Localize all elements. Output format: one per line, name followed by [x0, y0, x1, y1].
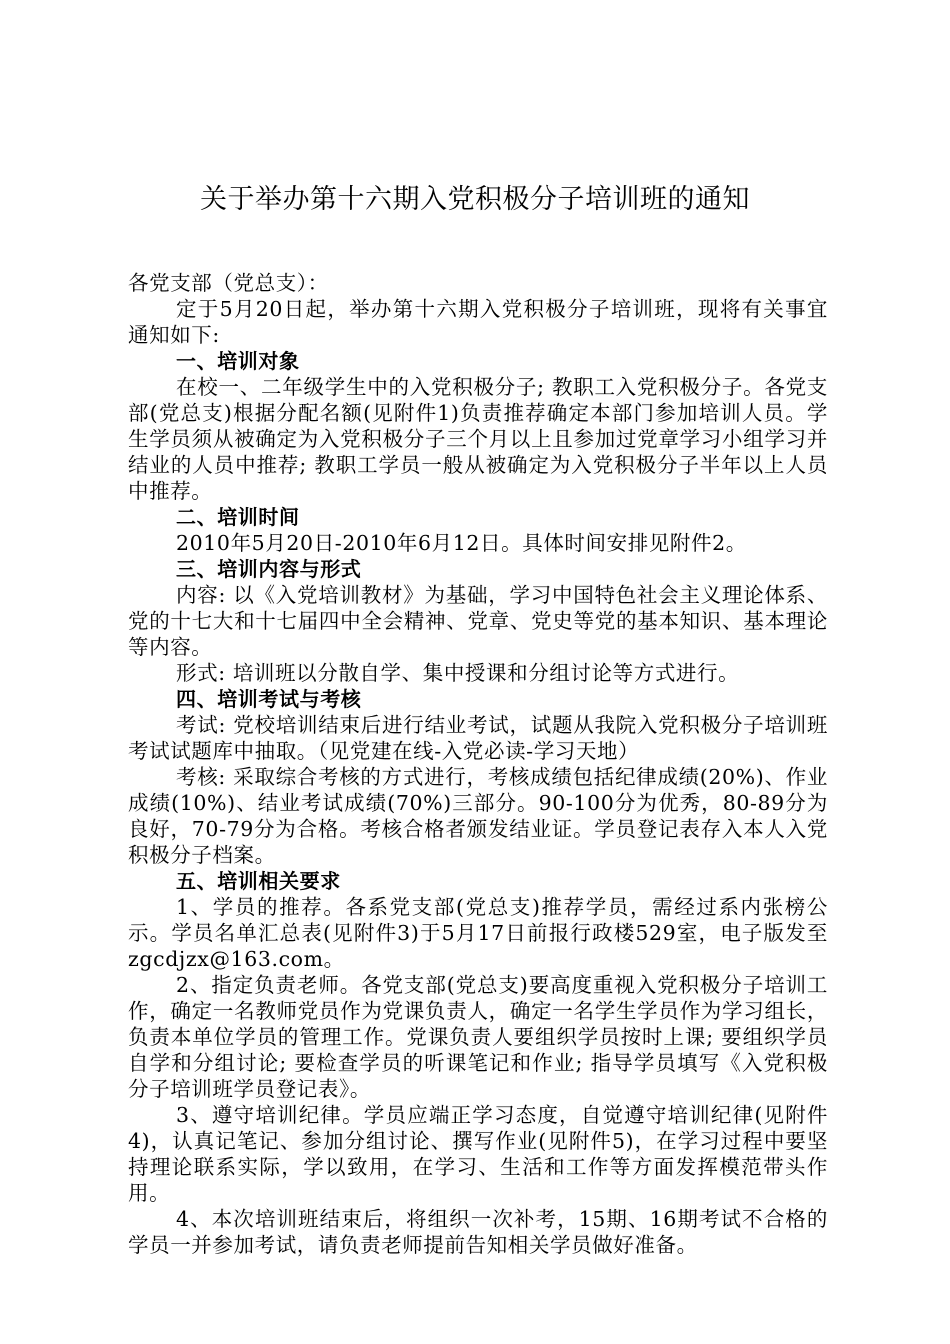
section-heading-trainees: 一、培训对象: [176, 349, 300, 373]
document-body: [128, 270, 828, 1258]
document-title: 关于举办第十六期入党积极分子培训班的通知: [200, 184, 750, 215]
salutation: 各党支部（党总支）：: [128, 271, 329, 295]
paragraph-exam: 考试: 党校培训结束后进行结业考试，试题从我院入党积极分子培训班考试试题库中抽取。（见党建在线-入党必读-学习天地）: [128, 713, 828, 763]
section-heading-requirements: 五、培训相关要求: [176, 869, 341, 893]
paragraph-assessment: 考核: 采取综合考核的方式进行，考核成绩包括纪律成绩(20%)、作业成绩(10%)、结业考试成绩(70%)三部分。90-100分为优秀，80-89分为良好，70-79分为合格。考核合格者颁发结业证。学员登记表存入本人入党积极分子档案。: [128, 765, 828, 867]
paragraph-content: 内容: 以《入党培训教材》为基础，学习中国特色社会主义理论体系、党的十七大和十七届四中全会精神、党章、党史等党的基本知识、基本理论等内容。: [128, 583, 828, 659]
paragraph-trainees: 在校一、二年级学生中的入党积极分子; 教职工入党积极分子。各党支部(党总支)根据分配名额(见附件1)负责推荐确定本部门参加培训人员。学生学员须从被确定为入党积极分子三个月以上且参加过党章学习小组学习并结业的人员中推荐; 教职工学员一般从被确定为入党积极分子半年以上人员中推荐。: [128, 375, 828, 503]
section-heading-time: 二、培训时间: [176, 505, 300, 529]
paragraph-time: 2010年5月20日-2010年6月12日。具体时间安排见附件2。: [176, 531, 747, 555]
paragraph-format: 形式: 培训班以分散自学、集中授课和分组讨论等方式进行。: [176, 661, 740, 685]
paragraph-requirement-1: 1、学员的推荐。各系党支部(党总支)推荐学员，需经过系内张榜公示。学员名单汇总表(见附件3)于5月17日前报行政楼529室，电子版发至zgcdjzx@163.com。: [128, 895, 828, 971]
section-heading-exam-assessment: 四、培训考试与考核: [176, 687, 362, 711]
paragraph-requirement-2: 2、指定负责老师。各党支部(党总支)要高度重视入党积极分子培训工作，确定一名教师党员作为党课负责人，确定一名学生学员作为学习组长，负责本单位学员的管理工作。党课负责人要组织学员按时上课; 要组织学员自学和分组讨论; 要检查学员的听课笔记和作业; 指导学员填写《入党积极分子培训班学员登记表》。: [128, 973, 828, 1101]
paragraph-requirement-4: 4、本次培训班结束后，将组织一次补考，15期、16期考试不合格的学员一并参加考试，请负责老师提前告知相关学员做好准备。: [128, 1207, 828, 1257]
paragraph-requirement-3: 3、遵守培训纪律。学员应端正学习态度，自觉遵守培训纪律(见附件4)，认真记笔记、参加分组讨论、撰写作业(见附件5)，在学习过程中要坚持理论联系实际，学以致用，在学习、生活和工作等方面发挥模范带头作用。: [128, 1103, 828, 1205]
section-heading-content-format: 三、培训内容与形式: [176, 557, 362, 581]
intro-paragraph: 定于5月20日起，举办第十六期入党积极分子培训班，现将有关事宜通知如下:: [128, 297, 828, 347]
